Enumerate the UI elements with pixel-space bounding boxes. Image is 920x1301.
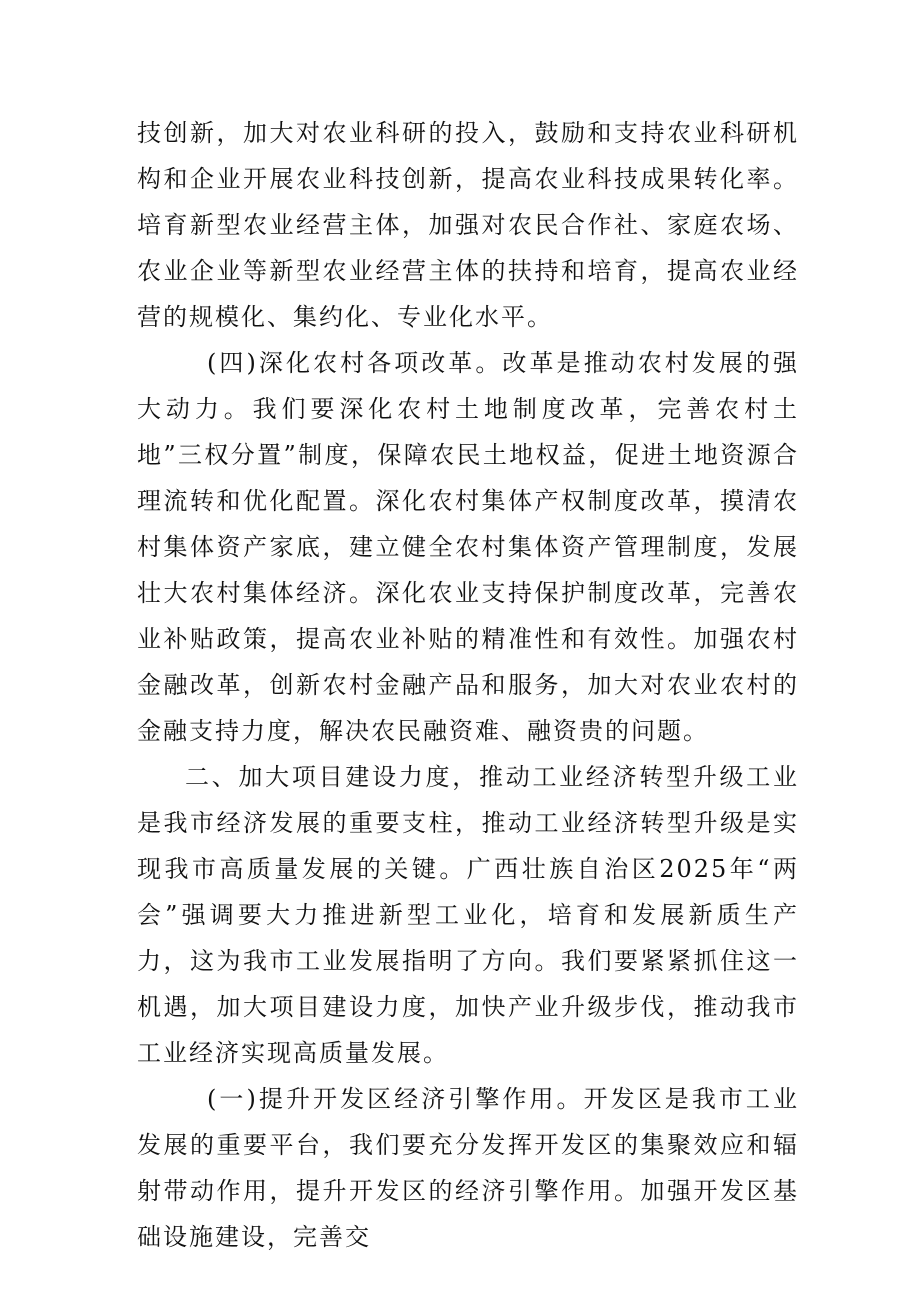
- paragraph-continuation: 技创新，加大对农业科研的投入，鼓励和支持农业科研机构和企业开展农业科技创新，提高农业科技成果转化率。培育新型农业经营主体，加强对农民合作社、家庭农场、农业企业等新型农业经营主体的扶持和培育，提高农业经营的规模化、集约化、专业化水平。: [137, 119, 799, 331]
- document-body: [137, 110, 799, 1260]
- paragraph-rural-reform: (四)深化农村各项改革。改革是推动农村发展的强大动力。我们要深化农村土地制度改革，完善农村土地”三权分置”制度，保障农民土地权益，促进土地资源合理流转和优化配置。深化农村集体产权制度改革，摸清农村集体资产家底，建立健全农村集体资产管理制度，发展壮大农村集体经济。深化农业支持保护制度改革，完善农业补贴政策，提高农业补贴的精准性和有效性。加强农村金融改革，创新农村金融产品和服务，加大对农业农村的金融支持力度，解决农民融资难、融资贵的问题。: [137, 349, 799, 745]
- paragraph-section-two: 二、加大项目建设力度，推动工业经济转型升级工业是我市经济发展的重要支柱，推动工业经济转型升级是实现我市高质量发展的关键。广西壮族自治区2025年“两会”强调要大力推进新型工业化，培育和发展新质生产力，这为我市工业发展指明了方向。我们要紧紧抓住这一机遇，加大项目建设力度，加快产业升级步伐，推动我市工业经济实现高质量发展。: [137, 763, 799, 1067]
- paragraph-development-zone: (一)提升开发区经济引擎作用。开发区是我市工业发展的重要平台，我们要充分发挥开发区的集聚效应和辐射带动作用，提升开发区的经济引擎作用。加强开发区基础设施建设，完善交: [137, 1085, 799, 1251]
